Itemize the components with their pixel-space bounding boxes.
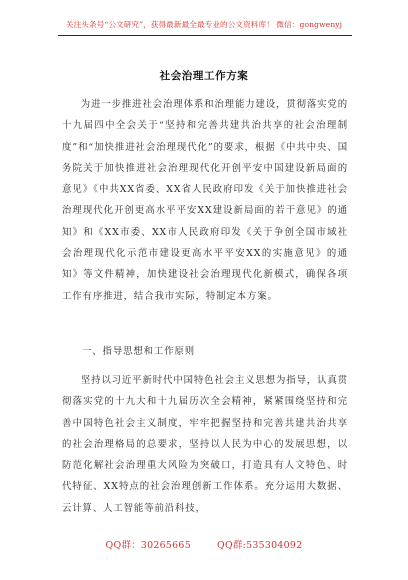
header-divider [58,35,352,36]
promo-banner: 关注头条号“公文研究”，获得最新最全最专业的公文资料库！ 微信：gongwenyj [65,20,343,29]
paragraph-intro: 为进一步推进社会治理体系和治理能力建设，贯彻落实党的十九届四中全会关于“坚持和完善共建共治共享的社会治理制度”和“加快推进社会治理现代化”的要求，根据《中共中央、国务院关于加快推进社会治理现代化开创平安中国建设新局面的意见》《中共XX省委、XX省人民政府印发《关于加快推进社会治理现代化开创更高水平平安XX建设新局面的若干意见》的通知》和《XX市委、XX市人民政府印发《关于争创全国市域社会治理现代化示范市建设更高水平平安XX的实施意见》的通知》等文件精神，加快建设社会治理现代化新模式，确保各项工作有序推进，结合我市实际，特制定本方案。 [62,99,348,302]
qq-group-1: QQ群：30265665 [105,540,191,551]
document-title: 社会治理工作方案 [159,70,249,82]
section-heading-guiding-principles: 一、指导思想和工作原则 [82,346,196,357]
footer-contact [0,537,408,551]
paragraph-guiding-ideology: 坚持以习近平新时代中国特色社会主义思想为指导，认真贯彻落实党的十九大和十九届历次全会精神，紧紧围绕坚持和完善中国特色社会主义制度，牢牢把握坚持和完善共建共治共享的社会治理格局的总要求，坚持以人民为中心的发展思想，以防范化解社会治理重大风险为突破口，打造具有人文特色、时代特征、XX特点的社会治理创新工作体系。充分运用大数据、云计算、人工智能等前沿科技， [62,375,348,514]
qq-group-2: QQ群:535304092 [216,540,303,551]
